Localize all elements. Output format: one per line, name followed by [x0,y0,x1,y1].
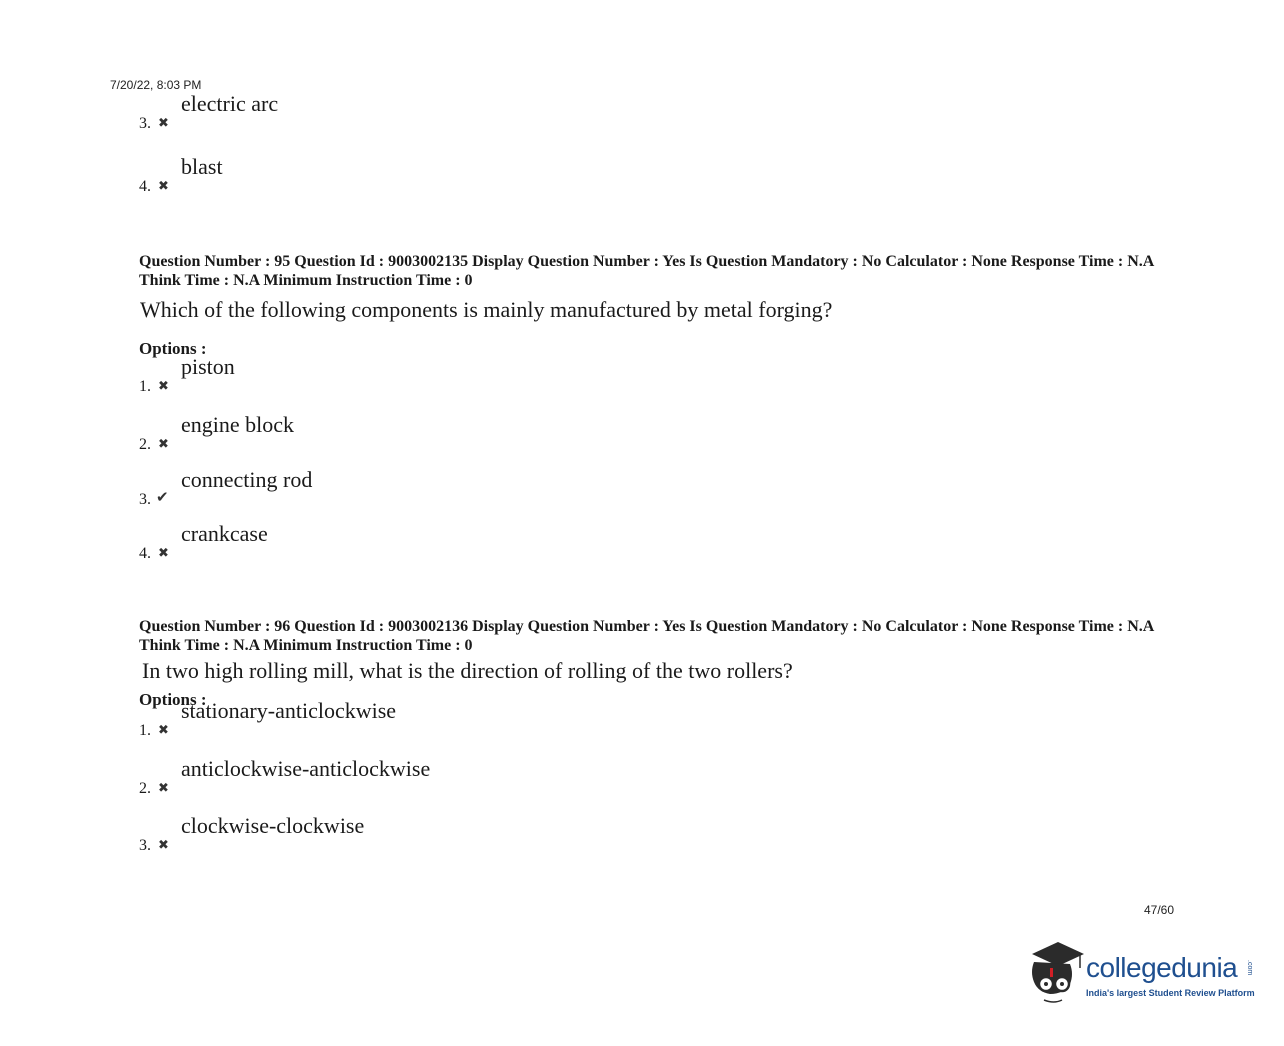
option-item [139,355,839,395]
option-item [139,522,839,562]
cross-icon: ✖ [158,436,169,451]
brand-suffix: .com [1246,960,1253,976]
option-item [139,814,839,854]
option-text: piston [181,354,235,379]
option-number: 2. [139,780,151,797]
cross-icon: ✖ [158,115,169,130]
option-text: electric arc [181,91,279,116]
option-text: blast [181,154,223,179]
question-text: Which of the following components is mainly manufactured by metal forging? [140,297,833,322]
print-timestamp: 7/20/22, 8:03 PM [110,78,202,92]
cross-icon: ✖ [158,378,169,393]
brand-tagline: India's largest Student Review Platform [1086,988,1255,998]
cross-icon: ✖ [158,837,169,852]
mascot-icon [1024,938,1088,1008]
cross-icon: ✖ [158,545,169,560]
option-text: engine block [181,412,295,437]
option-item [139,757,839,797]
brand-name: collegedunia [1086,952,1238,983]
question-meta: Question Number : 95 Question Id : 9003002135 Display Question Number : Yes Is Question Mandatory : No Calculator : None Response Time : N.A Think Time : N.A Minimum Instruction Time : 0 [139,253,1154,289]
option-item [139,92,839,132]
option-number: 3. [139,491,151,508]
options-label: Options : [139,339,207,358]
option-number: 4. [139,545,151,562]
option-item [139,155,839,195]
question-meta: Question Number : 96 Question Id : 9003002136 Display Question Number : Yes Is Question Mandatory : No Calculator : None Response Time : N.A Think Time : N.A Minimum Instruction Time : 0 [139,618,1154,654]
page-number: 47/60 [1144,903,1175,917]
collegedunia-logo [1024,938,1264,1008]
options-label: Options : [139,690,207,709]
option-number: 4. [139,178,151,195]
option-text: clockwise-clockwise [181,813,365,838]
option-number: 3. [139,115,151,132]
option-number: 2. [139,436,151,453]
option-number: 3. [139,837,151,854]
option-text: anticlockwise-anticlockwise [181,756,431,781]
checkmark-icon: ✔ [156,490,169,506]
option-text: crankcase [181,521,268,546]
option-text: stationary-anticlockwise [181,698,397,723]
cross-icon: ✖ [158,780,169,795]
option-number: 1. [139,722,151,739]
cross-icon: ✖ [158,178,169,193]
option-item [139,699,839,739]
option-number: 1. [139,378,151,395]
option-text: connecting rod [181,467,313,492]
option-item [139,468,839,508]
option-item [139,413,839,453]
question-text: In two high rolling mill, what is the direction of rolling of the two rollers? [142,658,793,683]
cross-icon: ✖ [158,722,169,737]
